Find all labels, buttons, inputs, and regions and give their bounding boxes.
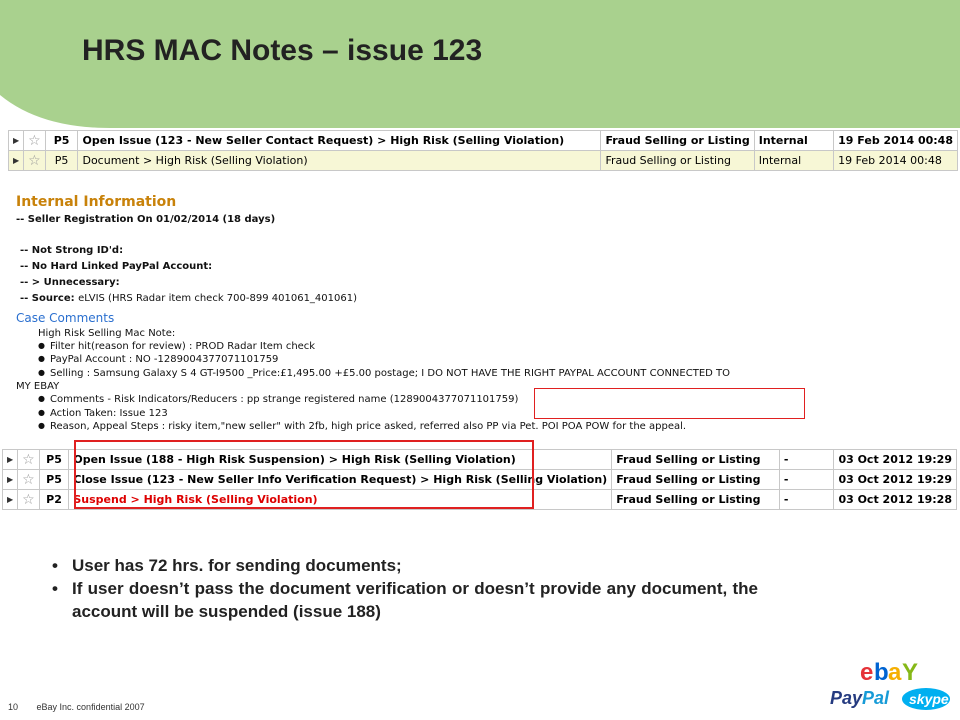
svg-text:b: b [874,659,889,686]
note-list [38,340,806,380]
ebay-paypal-skype-logo-icon [826,658,954,712]
case-comments-link[interactable]: Case Comments [16,310,115,325]
flag-no-hard-linked: -- No Hard Linked PayPal Account: [20,260,213,272]
priority-cell: P2 [39,490,69,510]
date-cell: 19 Feb 2014 00:48 [834,131,958,151]
expand-arrow-icon[interactable]: ▶ [9,151,24,171]
table-row[interactable] [9,131,958,151]
priority-cell: P5 [39,450,69,470]
expand-arrow-icon[interactable]: ▶ [9,131,24,151]
date-cell: 19 Feb 2014 00:48 [834,151,958,171]
brand-logos [826,658,954,712]
source-label: -- Source: [20,292,75,304]
date-cell: 03 Oct 2012 19:28 [834,490,957,510]
expand-arrow-icon[interactable]: ▶ [3,470,18,490]
description-cell: Open Issue (123 - New Seller Contact Request) > High Risk (Selling Violation) [78,131,601,151]
svg-text:a: a [888,659,902,686]
list-item: ● Filter hit(reason for review) : PROD Radar Item check [38,340,806,353]
internal-heading: Internal Information [16,194,177,210]
description-cell: Suspend > High Risk (Selling Violation) [69,490,612,510]
source-cell: Internal [754,131,833,151]
table-row[interactable] [9,151,958,171]
priority-cell: P5 [45,151,78,171]
source-cell: - [779,490,834,510]
star-icon[interactable]: ☆ [18,470,40,490]
flag-not-strong-id: -- Not Strong ID'd: [20,244,124,256]
source-cell: - [779,450,834,470]
source-value: eLVIS (HRS Radar item check 700-899 401061_401061) [78,292,358,304]
issue-table-top [8,130,958,171]
flag-source [20,292,806,308]
list-item: ● Action Taken: Issue 123 [38,407,806,420]
svg-text:Pay: Pay [830,688,863,708]
description-cell: Open Issue (188 - High Risk Suspension) > High Risk (Selling Violation) [69,450,612,470]
bullet-list [52,555,758,624]
list-item: ● PayPal Account : NO -1289004377071101759 [38,353,806,366]
source-cell: Internal [754,151,833,171]
star-icon[interactable]: ☆ [18,490,40,510]
footer [8,702,161,712]
description-cell: Document > High Risk (Selling Violation) [78,151,601,171]
list-item: ● Reason, Appeal Steps : risky item,"new seller" with 2fb, high price asked, referred also PP via Pet. POI POA POW for the appeal. [38,420,806,433]
svg-text:Y: Y [902,659,919,686]
confidential-note: eBay Inc. confidential 2007 [36,702,145,712]
category-cell: Fraud Selling or Listing [612,470,780,490]
registration-line: -- Seller Registration On 01/02/2014 (18 days) [16,213,276,225]
note-continuation: MY EBAY [16,381,60,393]
description-cell: Close Issue (123 - New Seller Info Verification Request) > High Risk (Selling Violation) [69,470,612,490]
category-cell: Fraud Selling or Listing [612,490,780,510]
bullet-item: • If user doesn’t pass the document verification or doesn’t provide any document, the account will be suspended (issue 188) [52,578,758,624]
category-cell: Fraud Selling or Listing [601,131,754,151]
category-cell: Fraud Selling or Listing [601,151,754,171]
date-cell: 03 Oct 2012 19:29 [834,470,957,490]
svg-text:Pal: Pal [862,688,890,708]
bullet-item: • User has 72 hrs. for sending documents; [52,555,758,578]
note-title: High Risk Selling Mac Note: [38,327,176,339]
source-cell: - [779,470,834,490]
category-cell: Fraud Selling or Listing [612,450,780,470]
page-title: HRS MAC Notes – issue 123 [82,34,483,67]
priority-cell: P5 [39,470,69,490]
star-icon[interactable]: ☆ [24,131,46,151]
highlight-box-issues [74,440,534,509]
svg-text:skype: skype [909,691,949,707]
expand-arrow-icon[interactable]: ▶ [3,490,18,510]
star-icon[interactable]: ☆ [18,450,40,470]
list-item: ● Selling : Samsung Galaxy S 4 GT-I9500 _Price:£1,495.00 +£5.00 postage; I DO NOT HAVE THE RIGHT PAYPAL ACCOUNT CONNECTED TO [38,367,806,380]
highlight-box-poi [534,388,805,419]
priority-cell: P5 [45,131,78,151]
flag-unnecessary: -- > Unnecessary: [20,276,120,288]
date-cell: 03 Oct 2012 19:29 [834,450,957,470]
star-icon[interactable]: ☆ [24,151,46,171]
expand-arrow-icon[interactable]: ▶ [3,450,18,470]
list-item: ● Comments - Risk Indicators/Reducers : pp strange registered name (1289004377071101759) [38,393,806,406]
svg-text:e: e [860,659,874,686]
page-number: 10 [8,702,19,712]
